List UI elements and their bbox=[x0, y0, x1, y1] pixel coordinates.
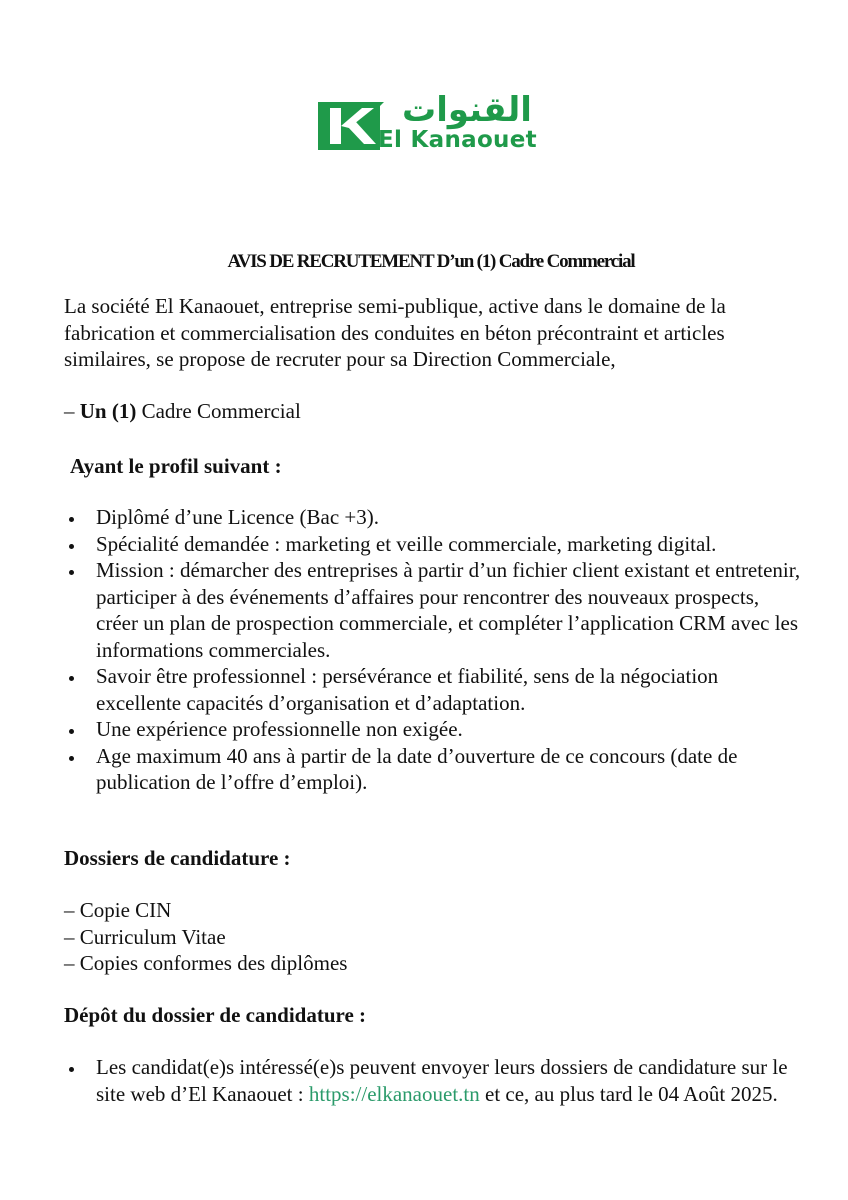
submission-list-container bbox=[64, 1054, 804, 1107]
website-link[interactable]: https://elkanaouet.tn bbox=[308, 1081, 480, 1106]
list-item: – Copie CIN bbox=[64, 898, 172, 922]
submission-list bbox=[64, 1054, 804, 1107]
list-item: Age maximum 40 ans à partir de la date d’ouverture de ce concours (date de publication de l’offre d’emploi). bbox=[64, 743, 804, 796]
profile-list bbox=[64, 504, 804, 796]
list-item: Savoir être professionnel : persévérance et fiabilité, sens de la négociation excellente capacités d’organisation et d’adaptation. bbox=[64, 663, 804, 716]
submission-text-before: Les candidat(e)s intéressé(e)s peuvent envoyer leurs dossiers de candidature sur le site web d’El Kanaouet : bbox=[96, 1055, 788, 1106]
position-count: Un (1) bbox=[79, 399, 137, 423]
company-logo bbox=[318, 90, 546, 158]
list-item: Spécialité demandée : marketing et veille commerciale, marketing digital. bbox=[64, 531, 804, 558]
list-item bbox=[64, 1054, 804, 1107]
position-line bbox=[64, 398, 804, 425]
profile-heading: Ayant le profil suivant : bbox=[70, 454, 282, 478]
logo-latin-wordmark: El Kanaouet bbox=[378, 127, 537, 153]
submission-heading: Dépôt du dossier de candidature : bbox=[64, 1003, 367, 1027]
intro-text: La société El Kanaouet, entreprise semi-publique, active dans le domaine de la fabrication et commercialisation des conduites en béton précontraint et articles similaires, se propose de recruter pour sa Direction Commerciale, bbox=[64, 294, 726, 371]
documents-heading: Dossiers de candidature : bbox=[64, 846, 291, 870]
intro-paragraph bbox=[64, 293, 804, 373]
page-title: AVIS DE RECRUTEMENT D’un (1) Cadre Commercial bbox=[227, 251, 635, 272]
documents-list bbox=[64, 897, 804, 977]
list-item: – Copies conformes des diplômes bbox=[64, 951, 348, 975]
position-name: Cadre Commercial bbox=[136, 399, 301, 423]
list-item: Une expérience professionnelle non exigée. bbox=[64, 716, 804, 743]
position-prefix: – bbox=[64, 399, 80, 423]
list-item: Diplômé d’une Licence (Bac +3). bbox=[64, 504, 804, 531]
submission-text-after: et ce, au plus tard le 04 Août 2025. bbox=[479, 1081, 778, 1106]
list-item: Mission : démarcher des entreprises à partir d’un fichier client existant et entretenir, participer à des événements d’affaires pour rencontrer des nouveaux prospects, créer un plan de prospection commerciale, et compléter l’application CRM avec les informations commerciales. bbox=[64, 557, 804, 663]
list-item: – Curriculum Vitae bbox=[64, 924, 226, 949]
profile-list-container bbox=[64, 504, 804, 796]
logo-arabic-wordmark: القنوات bbox=[402, 90, 532, 130]
